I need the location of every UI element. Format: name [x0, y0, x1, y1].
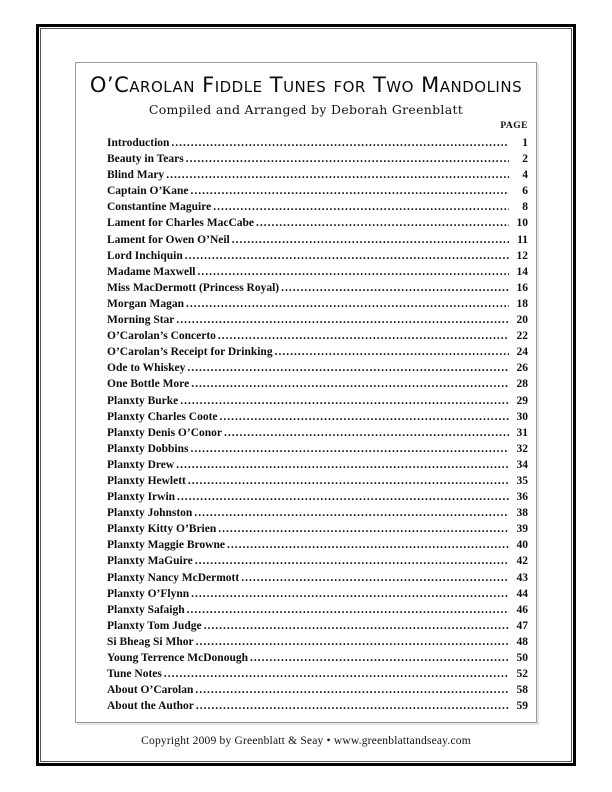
toc-entry: [107, 586, 528, 602]
dot-leader: [190, 441, 509, 457]
toc-entry-page: 8: [522, 201, 528, 214]
toc-entry: [107, 215, 528, 231]
toc-entry: [107, 521, 528, 537]
dot-leader: [191, 586, 509, 602]
dot-leader: [186, 296, 509, 312]
toc-entry-title: Si Bheag Si Mhor: [107, 635, 194, 648]
toc-entry: [107, 344, 528, 360]
toc-entry-page: 26: [516, 362, 528, 375]
toc-entry-title: Planxty Dobbins: [107, 442, 189, 455]
dot-leader: [224, 425, 509, 441]
dot-leader: [166, 167, 509, 183]
page-column-label: PAGE: [500, 121, 528, 131]
toc-entry-title: Planxty Maggie Browne: [107, 539, 225, 552]
toc-entry-page: 24: [516, 346, 528, 359]
dot-leader: [281, 280, 509, 296]
toc-entry-title: Captain O’Kane: [107, 185, 189, 198]
toc-entry: [107, 537, 528, 553]
toc-entry: [107, 666, 528, 682]
page-subtitle: Compiled and Arranged by Deborah Greenblatt: [148, 102, 464, 117]
toc-entry-page: 20: [516, 314, 528, 327]
toc-entry-page: 22: [516, 330, 528, 343]
toc-entry: [107, 167, 528, 183]
toc-entry-page: 46: [516, 603, 528, 616]
toc-entry-page: 42: [516, 555, 528, 568]
toc-entry-page: 43: [516, 571, 528, 584]
toc-entry: [107, 505, 528, 521]
toc-entry-title: Lament for Charles MacCabe: [107, 217, 255, 230]
toc-entry: [107, 199, 528, 215]
toc-entry-page: 36: [516, 491, 528, 504]
toc-entry-page: 47: [516, 619, 528, 632]
dot-leader: [196, 698, 509, 714]
dot-leader: [176, 457, 509, 473]
dot-leader: [177, 489, 509, 505]
toc-entry-page: 16: [516, 281, 528, 294]
toc-entry: [107, 441, 528, 457]
toc-entry-title: Ode to Whiskey: [107, 362, 186, 375]
toc-entry: [107, 328, 528, 344]
toc-entry: [107, 473, 528, 489]
toc-entry-title: Miss MacDermott (Princess Royal): [107, 281, 280, 294]
toc-entry-title: O’Carolan’s Concerto: [107, 330, 216, 343]
toc-entry-title: Madame Maxwell: [107, 265, 196, 278]
toc-entry-title: Lord Inchiquin: [107, 249, 183, 262]
toc-entry: [107, 183, 528, 199]
dot-leader: [187, 602, 509, 618]
toc-entry-title: Planxty Johnston: [107, 507, 193, 520]
toc-entry: [107, 296, 528, 312]
toc-entry: [107, 457, 528, 473]
toc-entry: [107, 393, 528, 409]
toc-entry: [107, 489, 528, 505]
dot-leader: [250, 650, 509, 666]
dot-leader: [220, 409, 509, 425]
toc-entry-page: 30: [516, 410, 528, 423]
dot-leader: [190, 183, 509, 199]
toc-entry-page: 48: [516, 635, 528, 648]
dot-leader: [195, 682, 509, 698]
toc-entry-title: Introduction: [107, 137, 170, 149]
page-title: O’Carolan Fiddle Tunes for Two Mandolins: [89, 73, 523, 97]
dot-leader: [188, 473, 509, 489]
toc-entry-title: Planxty Hewlett: [107, 474, 186, 487]
toc-entry: [107, 280, 528, 296]
dot-leader: [218, 521, 509, 537]
dot-leader: [204, 618, 509, 634]
toc-entry-title: Planxty Charles Coote: [107, 410, 218, 423]
toc-entry-page: 52: [516, 668, 528, 681]
dot-leader: [275, 344, 509, 360]
toc-entry-page: 35: [516, 474, 528, 487]
toc-entry-title: Lament for Owen O’Neil: [107, 233, 230, 246]
toc-entry: [107, 232, 528, 248]
toc-entry: [107, 376, 528, 392]
toc-entry: [107, 634, 528, 650]
toc-entry-page: 4: [522, 169, 528, 182]
toc-entry-title: Blind Mary: [107, 169, 165, 182]
toc-entry-page: 10: [516, 217, 528, 230]
toc-entry: [107, 409, 528, 425]
dot-leader: [227, 537, 509, 553]
toc-entry-title: Planxty Nancy McDermott: [107, 571, 240, 584]
toc-entry: [107, 135, 528, 151]
toc-entry-page: 31: [516, 426, 528, 439]
toc-entry-title: Planxty Irwin: [107, 491, 176, 504]
toc-entry-title: Morning Star: [107, 314, 175, 327]
toc-entry-title: Morgan Magan: [107, 297, 184, 310]
toc-entry: [107, 650, 528, 666]
toc-entry: [107, 264, 528, 280]
toc-entry: [107, 553, 528, 569]
dot-leader: [256, 215, 509, 231]
dot-leader: [232, 232, 509, 248]
toc-entry-page: 14: [516, 265, 528, 278]
toc-entry-page: 12: [516, 249, 528, 262]
dot-leader: [180, 393, 509, 409]
dot-leader: [196, 634, 509, 650]
dot-leader: [195, 553, 509, 569]
toc-entry-title: Planxty Tom Judge: [107, 619, 202, 632]
dot-leader: [213, 199, 509, 215]
toc-entry-page: 38: [516, 507, 528, 520]
dot-leader: [176, 312, 509, 328]
toc-entry: [107, 602, 528, 618]
toc-entry-title: Planxty MaGuire: [107, 555, 193, 568]
dot-leader: [218, 328, 509, 344]
toc-entry-title: Planxty Kitty O’Brien: [107, 523, 217, 536]
toc-entry-page: 28: [516, 378, 528, 391]
dot-leader: [171, 135, 509, 151]
table-of-contents-box: [75, 62, 537, 723]
footer-text: Copyright 2009 by Greenblatt & Seay • www.greenblattandseay.com: [141, 735, 471, 747]
toc-entry-title: Planxty Denis O’Conor: [107, 426, 222, 439]
toc-entry: [107, 360, 528, 376]
toc-entry: [107, 248, 528, 264]
dot-leader: [197, 264, 509, 280]
dot-leader: [194, 505, 509, 521]
toc-entry-page: 29: [516, 394, 528, 407]
toc-entry-page: 50: [516, 652, 528, 664]
toc-entry-title: Beauty in Tears: [107, 153, 184, 166]
toc-list: [76, 135, 536, 714]
dot-leader: [164, 666, 509, 682]
dot-leader: [186, 151, 509, 167]
toc-entry-page: 32: [516, 442, 528, 455]
toc-entry-page: 39: [516, 523, 528, 536]
dot-leader: [187, 360, 509, 376]
dot-leader: [185, 248, 509, 264]
toc-entry: [107, 682, 528, 698]
dot-leader: [191, 376, 509, 392]
toc-entry-title: About the Author: [107, 700, 194, 713]
toc-entry: [107, 698, 528, 714]
toc-entry: [107, 570, 528, 586]
toc-entry-page: 44: [516, 587, 528, 600]
toc-entry-title: Tune Notes: [107, 668, 162, 681]
toc-entry-page: 1: [522, 137, 528, 149]
toc-entry-page: 58: [516, 684, 528, 697]
toc-entry-title: Planxty Burke: [107, 394, 179, 407]
toc-entry-page: 2: [522, 153, 528, 166]
toc-entry: [107, 151, 528, 167]
toc-entry-title: Planxty O’Flynn: [107, 587, 190, 600]
toc-entry-page: 6: [522, 185, 528, 198]
toc-entry-title: Constantine Maguire: [107, 201, 212, 214]
toc-entry-title: O’Carolan’s Receipt for Drinking: [107, 346, 273, 359]
toc-entry-title: Young Terrence McDonough: [107, 652, 248, 664]
toc-entry-page: 18: [516, 297, 528, 310]
toc-entry-title: Planxty Drew: [107, 458, 175, 471]
toc-entry-page: 34: [516, 458, 528, 471]
toc-entry-title: One Bottle More: [107, 378, 190, 391]
toc-entry-title: Planxty Safaigh: [107, 603, 185, 616]
toc-entry-page: 40: [516, 539, 528, 552]
toc-entry: [107, 425, 528, 441]
toc-entry: [107, 618, 528, 634]
dot-leader: [241, 570, 509, 586]
toc-entry-page: 59: [516, 700, 528, 713]
toc-entry: [107, 312, 528, 328]
toc-entry-title: About O’Carolan: [107, 684, 194, 697]
toc-entry-page: 11: [517, 233, 528, 246]
